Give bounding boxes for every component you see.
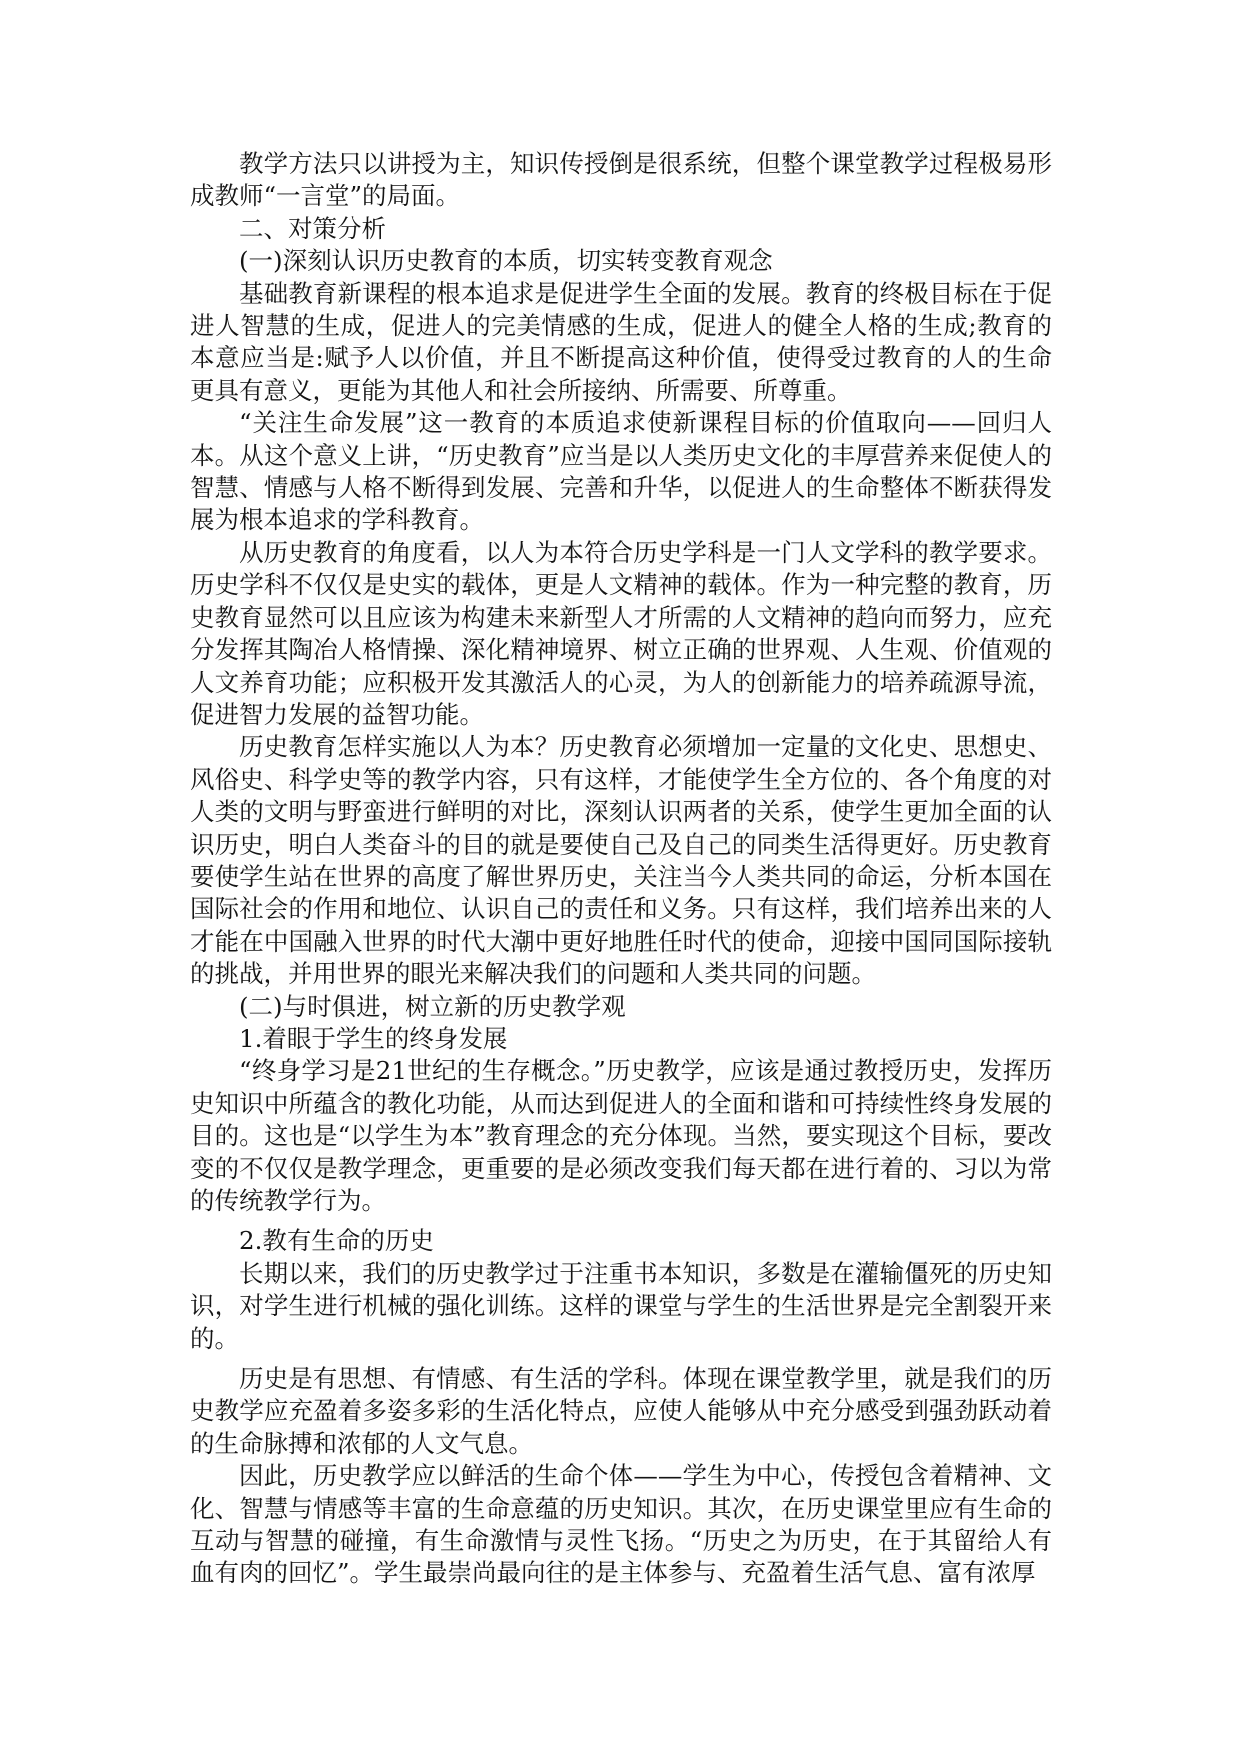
paragraph-humanistic-spirit: 从历史教育的角度看，以人为本符合历史学科是一门人文学科的教学要求。历史学科不仅仅是史实的载体，更是人文精神的载体。作为一种完整的教育，历史教育显然可以且应该为构建未来新型人才所需的人文精神的趋向而努力，应充分发挥其陶冶人格情操、深化精神境界、树立正确的世界观、人生观、价值观的人文养育功能；应积极开发其激活人的心灵，为人的创新能力的培养疏源导流，促进智力发展的益智功能。 — [190, 537, 1052, 729]
paragraph-people-oriented: 历史教育怎样实施以人为本？历史教育必须增加一定量的文化史、思想史、风俗史、科学史等的教学内容，只有这样，才能使学生全方位的、各个角度的对人类的文明与野蛮进行鲜明的对比，深刻认识两者的关系，使学生更加全面的认识历史，明白人类奋斗的目的就是要使自己及自己的同类生活得更好。历史教育要使学生站在世界的高度了解世界历史，关注当今人类共同的命运，分析本国在国际社会的作用和地位、认识自己的责任和义务。只有这样，我们培养出来的人才能在中国融入世界的时代大潮中更好地胜任时代的使命，迎接中国同国际接轨的挑战，并用世界的眼光来解决我们的问题和人类共同的问题。 — [190, 732, 1052, 989]
paragraph-history-is-living: 历史是有思想、有情感、有生活的学科。体现在课堂教学里，就是我们的历史教学应充盈着多姿多彩的生活化特点，应使人能够从中充分感受到强劲跃动着的生命脉搏和浓郁的人文气息。 — [190, 1364, 1052, 1458]
subheading-essence-of-history-education: (一)深刻认识历史教育的本质，切实转变教育观念 — [239, 246, 773, 276]
paragraph-lifelong-learning: “终身学习是21世纪的生存概念。”历史教学，应该是通过教授历史，发挥历史知识中所蕴含的教化功能，从而达到促进人的全面和谐和可持续性终身发展的目的。这也是“以学生为本”教育理念的充分体现。当然，要实现这个目标，要改变的不仅仅是教学理念，更重要的是必须改变我们每天都在进行着的、习以为常的传统教学行为。 — [190, 1056, 1052, 1215]
paragraph-teaching-method: 教学方法只以讲授为主，知识传授倒是很系统，但整个课堂教学过程极易形成教师“一言堂”的局面。 — [190, 149, 1052, 211]
section-heading-countermeasures: 二、对策分析 — [239, 213, 386, 243]
subheading-new-teaching-view: (二)与时俱进，树立新的历史教学观 — [239, 991, 626, 1021]
paragraph-rote-teaching: 长期以来，我们的历史教学过于注重书本知识，多数是在灌输僵死的历史知识，对学生进行机械的强化训练。这样的课堂与学生的生活世界是完全割裂开来的。 — [190, 1258, 1052, 1353]
subheading-lifelong-development: 1.着眼于学生的终身发展 — [239, 1023, 508, 1053]
paragraph-curriculum-goal: 基础教育新课程的根本追求是促进学生全面的发展。教育的终极目标在于促进人智慧的生成，促进人的完美情感的生成，促进人的健全人格的生成;教育的本意应当是:赋予人以价值，并且不断提高这种价值，使得受过教育的人的生命更具有意义，更能为其他人和社会所接纳、所需要、所尊重。 — [190, 278, 1052, 405]
document-page — [190, 148, 1052, 1590]
paragraph-student-centered: 因此，历史教学应以鲜活的生命个体——学生为中心，传授包含着精神、文化、智慧与情感等丰富的生命意蕴的历史知识。其次，在历史课堂里应有生命的互动与智慧的碰撞，有生命激情与灵性飞扬。“历史之为历史，在于其留给人有血有肉的回忆”。学生最崇尚最向往的是主体参与、充盈着生活气息、富有浓厚 — [190, 1461, 1052, 1588]
subheading-living-history: 2.教有生命的历史 — [239, 1226, 434, 1256]
paragraph-life-development: “关注生命发展”这一教育的本质追求使新课程目标的价值取向——回归人本。从这个意义上讲，“历史教育”应当是以人类历史文化的丰厚营养来促使人的智慧、情感与人格不断得到发展、完善和升华，以促进人的生命整体不断获得发展为根本追求的学科教育。 — [190, 408, 1052, 535]
